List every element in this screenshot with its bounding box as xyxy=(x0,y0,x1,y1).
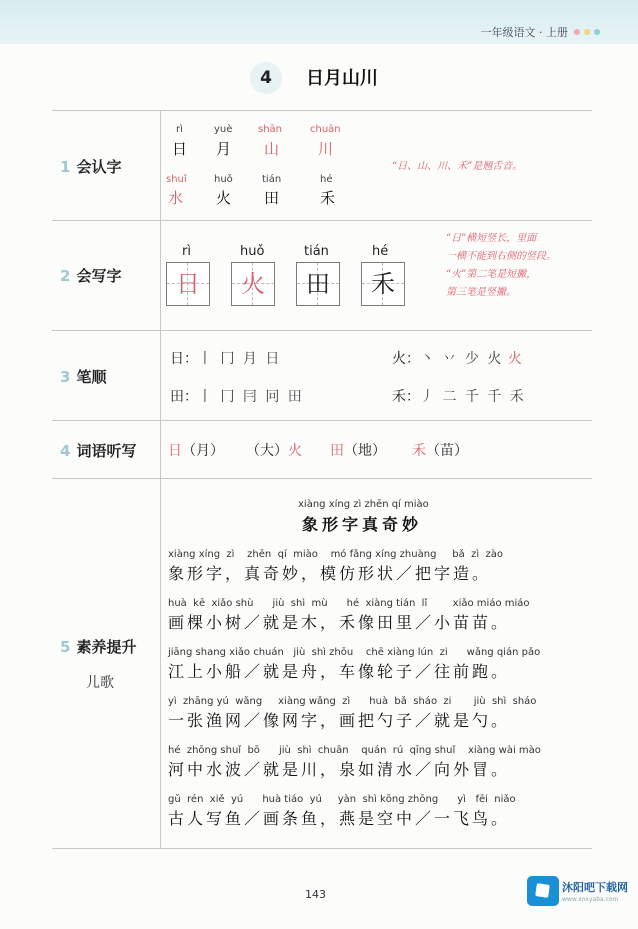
pinyin: tián xyxy=(262,174,282,185)
character: 月 xyxy=(216,140,232,158)
stroke-order: 日：丨 冂 月 日 xyxy=(170,351,282,367)
pinyin: yuè xyxy=(214,124,233,135)
pinyin: huǒ xyxy=(240,244,265,259)
poem-line: 一张渔网／像网字，画把勺子／就是勺。 xyxy=(168,711,511,730)
poem-pinyin: gǔ rén xiě yú huà tiáo yú yàn shì kōng zhōng yì fēi niǎo xyxy=(168,794,516,805)
character: 田 xyxy=(306,270,330,298)
handwritten-note: “日、山、川、禾”是翘舌音。 xyxy=(392,161,523,172)
poem-pinyin: huà kē xiǎo shù jiù shì mù hé xiàng tián lǐ xiǎo miáo miáo xyxy=(168,598,530,609)
character: 火 xyxy=(216,189,232,207)
poem-pinyin: xiàng xíng zì zhēn qí miào mó fǎng xíng zhuàng bǎ zì zào xyxy=(168,549,504,560)
pinyin: chuān xyxy=(310,124,341,135)
pinyin: shuǐ xyxy=(166,174,187,185)
character: 川 xyxy=(318,140,334,158)
writing-box xyxy=(231,262,275,306)
stroke-order: 火：丶 丷 少 火 火 xyxy=(392,351,522,367)
writing-box xyxy=(296,262,340,306)
table-rule xyxy=(52,330,592,331)
pinyin: hé xyxy=(372,244,389,259)
page-number: 143 xyxy=(305,888,326,901)
character: 日 xyxy=(172,140,188,158)
watermark-logo-icon xyxy=(527,876,559,906)
dictation-word: 禾（苗） xyxy=(412,443,468,459)
section-label-enrichment: 5 素养提升 xyxy=(60,638,137,656)
watermark-url: www.xnxyaba.com xyxy=(562,896,619,903)
pinyin: rì xyxy=(182,244,191,259)
character: 火 xyxy=(241,270,265,298)
poem-title-pinyin: xiàng xíng zì zhēn qí miào xyxy=(298,499,429,510)
table-rule xyxy=(52,110,592,111)
poem-pinyin: jiāng shang xiǎo chuán jiù shì zhōu chē xiàng lún zi wǎng qián pǎo xyxy=(168,647,541,658)
header-dot-pink xyxy=(574,29,580,35)
character: 日 xyxy=(176,270,200,298)
header-dot-teal xyxy=(594,29,600,35)
pinyin: tián xyxy=(304,244,329,259)
poem-line: 画棵小树／就是木，禾像田里／小苗苗。 xyxy=(168,613,511,632)
writing-box xyxy=(361,262,405,306)
table-divider xyxy=(160,110,161,848)
poem-line: 江上小船／就是舟，车像轮子／往前跑。 xyxy=(168,662,511,681)
poem-pinyin: hé zhōng shuǐ bō jiù shì chuān quán rú qīng shuǐ xiàng wài mào xyxy=(168,745,541,756)
header-dot-yellow xyxy=(584,29,590,35)
table-rule xyxy=(52,420,592,421)
book-title: 一年级语文 · 上册 xyxy=(480,26,568,39)
table-rule xyxy=(52,848,592,849)
handwritten-note: “日”横短竖长，里面 一横不能到右侧的竖段。 “火”第二笔是短撇， 第三笔是竖撇。 xyxy=(446,233,556,298)
dictation-word: （大）火 xyxy=(246,443,302,459)
watermark-name: 沐阳吧下载网 xyxy=(562,881,628,894)
lesson-number: 4 xyxy=(250,62,282,94)
dictation-word: 田（地） xyxy=(330,443,386,459)
writing-box xyxy=(166,262,210,306)
lesson-title: 日月山川 xyxy=(306,68,378,89)
stroke-order: 田：丨 冂 冃 冋 田 xyxy=(170,389,304,405)
pinyin: hé xyxy=(320,174,333,185)
poem-line: 象形字，真奇妙，模仿形状／把字造。 xyxy=(168,564,492,583)
table-rule xyxy=(52,220,592,221)
character: 禾 xyxy=(371,270,395,298)
pinyin: rì xyxy=(176,124,183,135)
dictation-word: 日（月） xyxy=(168,443,224,459)
character: 禾 xyxy=(320,189,336,207)
poem-line: 古人写鱼／画条鱼，燕是空中／一飞鸟。 xyxy=(168,809,511,828)
poem-title: 象形字真奇妙 xyxy=(302,515,423,534)
section-label-write: 2 会写字 xyxy=(60,267,122,285)
pinyin: huǒ xyxy=(214,174,233,185)
section-sub-label: 儿歌 xyxy=(86,675,114,691)
pinyin: shān xyxy=(258,124,283,135)
section-label-recognize: 1 会认字 xyxy=(60,158,122,176)
character: 水 xyxy=(168,189,184,207)
stroke-order: 禾：丿 二 千 千 禾 xyxy=(392,389,526,405)
poem-pinyin: yì zhāng yú wǎng xiàng wǎng zì huà bǎ sháo zi jiù shì sháo xyxy=(168,696,537,707)
section-label-dictation: 4 词语听写 xyxy=(60,442,137,460)
character: 山 xyxy=(264,140,280,158)
section-label-strokes: 3 笔顺 xyxy=(60,368,107,386)
poem-line: 河中水波／就是川，泉如清水／向外冒。 xyxy=(168,760,511,779)
table-rule xyxy=(52,478,592,479)
character: 田 xyxy=(264,189,280,207)
